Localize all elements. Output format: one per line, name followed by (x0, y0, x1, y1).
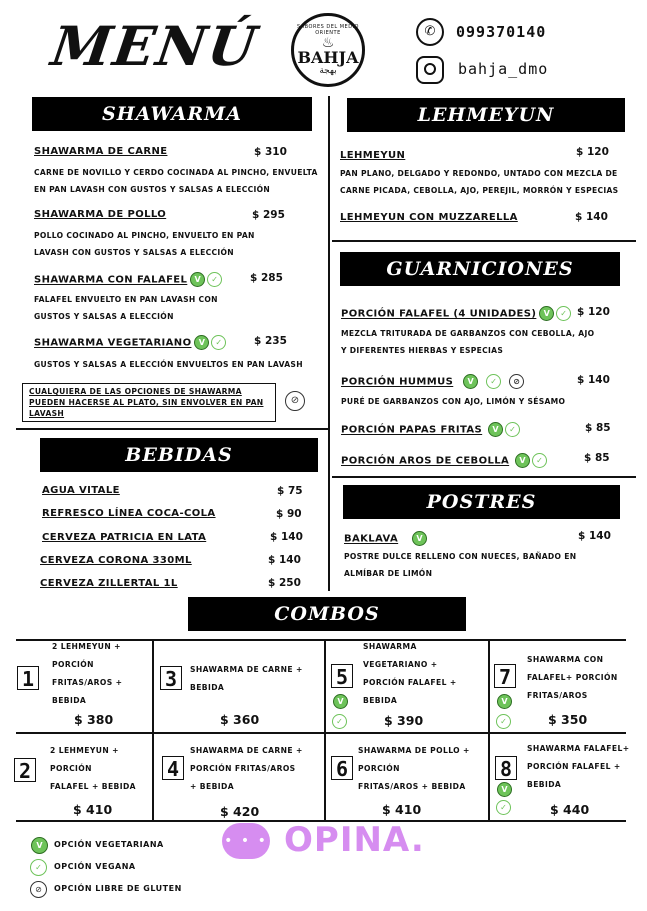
item-porcion-hummus-label: PORCIÓN HUMMUS (341, 376, 454, 388)
vegan-icon: ✓ (30, 859, 47, 876)
vegetarian-icon: V (488, 422, 503, 437)
vegan-icon: ✓ (207, 272, 222, 287)
price-shawarma-carne: $ 310 (254, 146, 287, 158)
item-shawarma-falafel-label: SHAWARMA CON FALAFEL (34, 274, 188, 286)
combo-line: FALAFEL+ PORCIÓN (527, 673, 618, 682)
combo-line: PORCIÓN FRITAS/AROS (190, 764, 296, 773)
desc-shawarma-carne: CARNE DE NOVILLO Y CERDO COCINADA AL PINCHO, ENVUELTA EN PAN LAVASH CON GUSTOS Y SALSAS A ELECCIÓN (34, 168, 318, 194)
bahja-logo (291, 13, 365, 87)
item-cerveza-patricia: CERVEZA PATRICIA EN LATA (42, 532, 207, 543)
price-shawarma-vegetariano: $ 235 (254, 335, 287, 347)
combo-line: 2 LEHMEYUN + (50, 746, 119, 755)
combo-line: FRITAS/AROS + BEBIDA (358, 782, 466, 791)
combo-line: FRITAS/AROS + (52, 678, 123, 687)
item-aros-cebolla (341, 453, 547, 468)
combo-6-desc (358, 742, 488, 796)
combo-line: PORCIÓN (52, 660, 94, 669)
combo-number: 5 (331, 664, 353, 688)
whatsapp-icon: ✆ (416, 18, 444, 46)
desc-shawarma-falafel: FALAFEL ENVUELTO EN PAN LAVASH CON GUSTOS Y SALSAS A ELECCIÓN (34, 295, 218, 321)
logo-name: BAHJA (297, 48, 359, 67)
combo-6-price: $ 410 (382, 802, 422, 817)
opina-watermark: OPINA. (284, 820, 425, 860)
desc-porcion-hummus: PURÉ DE GARBANZOS CON AJO, LIMÓN Y SÉSAMO (341, 397, 566, 406)
vegan-icon: ✓ (556, 306, 571, 321)
gluten-free-icon: ⊘ (509, 374, 524, 389)
item-shawarma-carne: SHAWARMA DE CARNE (34, 146, 168, 157)
item-lehmeyun: LEHMEYUN (340, 150, 406, 161)
combo-3-price: $ 360 (220, 712, 260, 727)
combo-number: 4 (162, 756, 184, 780)
vegetarian-icon: V (190, 272, 205, 287)
combo-line: SHAWARMA DE CARNE + (190, 746, 303, 755)
combo-1-price: $ 380 (74, 712, 114, 727)
instagram-icon (416, 56, 444, 84)
combo-2-desc (50, 742, 150, 796)
price-cerveza-patricia: $ 140 (270, 531, 303, 543)
combo-line: SHAWARMA FALAFEL+ (527, 744, 630, 753)
price-aros-cebolla: $ 85 (584, 452, 610, 464)
combos-col-divider (152, 639, 154, 822)
phone-number: 099370140 (456, 23, 547, 41)
item-baklava (344, 531, 427, 546)
desc-baklava: POSTRE DULCE RELLENO CON NUECES, BAÑADO EN ALMÍBAR DE LIMÓN (344, 552, 577, 578)
speech-bubble-icon: • • • (222, 823, 270, 859)
combo-line: PORCIÓN (358, 764, 400, 773)
item-papas-fritas (341, 422, 520, 437)
combos-middle-line (16, 732, 626, 734)
desc-lehmeyun: PAN PLANO, DELGADO Y REDONDO, UNTADO CON MEZCLA DE CARNE PICADA, CEBOLLA, AJO, PEREJIL, MORRÓN Y ESPECIAS (340, 169, 619, 195)
price-baklava: $ 140 (578, 530, 611, 542)
legend-vegetarian: OPCIÓN VEGETARIANA (54, 840, 164, 849)
vegetarian-icon: V (539, 306, 554, 321)
item-cerveza-zillertal: CERVEZA ZILLERTAL 1L (40, 578, 178, 589)
combos-col-divider (488, 639, 490, 822)
item-shawarma-vegetariano (34, 335, 226, 350)
combo-8-price: $ 440 (550, 802, 590, 817)
price-cerveza-zillertal: $ 250 (268, 577, 301, 589)
vegetarian-icon: V (515, 453, 530, 468)
combo-5-desc (363, 638, 487, 710)
desc-shawarma-vegetariano: GUSTOS Y SALSAS A ELECCIÓN ENVUELTOS EN PAN LAVASH (34, 360, 303, 369)
combo-number: 8 (495, 756, 517, 780)
combo-line: PORCIÓN FALAFEL + (363, 678, 457, 687)
item-shawarma-pollo: SHAWARMA DE POLLO (34, 209, 167, 220)
price-shawarma-pollo: $ 295 (252, 209, 285, 221)
vegetarian-icon: V (194, 335, 209, 350)
price-cerveza-corona: $ 140 (268, 554, 301, 566)
combo-number: 1 (17, 666, 39, 690)
price-refresco: $ 90 (276, 508, 302, 520)
section-header-combos: COMBOS (188, 597, 466, 631)
logo-arabic: بهجة (319, 66, 337, 76)
divider-lehmeyun-guarniciones (332, 240, 636, 242)
item-lehmeyun-muzzarella: LEHMEYUN CON MUZZARELLA (340, 212, 518, 223)
item-porcion-hummus (341, 374, 524, 389)
combo-1-desc (52, 638, 150, 710)
vegan-icon: ✓ (532, 453, 547, 468)
menu-title: MENÚ (47, 14, 262, 78)
combo-line: SHAWARMA DE POLLO + (358, 746, 470, 755)
pot-icon: ♨ (321, 35, 335, 51)
shawarma-plate-note: CUALQUIERA DE LAS OPCIONES DE SHAWARMA PUEDEN HACERSE AL PLATO, SIN ENVOLVER EN PAN LAVASH (22, 383, 276, 422)
combo-line: BEBIDA (190, 683, 225, 692)
combo-line: SHAWARMA (363, 642, 417, 651)
combo-line: 2 LEHMEYUN + (52, 642, 121, 651)
vegetarian-icon: V (463, 374, 478, 389)
section-header-guarniciones: GUARNICIONES (340, 252, 620, 286)
vegan-icon: ✓ (211, 335, 226, 350)
instagram-handle: bahja_dmo (458, 60, 549, 78)
section-header-lehmeyun: LEHMEYUN (347, 98, 625, 132)
vegetarian-icon: V (412, 531, 427, 546)
combo-line: SHAWARMA CON (527, 655, 604, 664)
section-header-shawarma: SHAWARMA (32, 97, 312, 131)
combo-5-price: $ 390 (384, 713, 424, 728)
item-shawarma-vegetariano-label: SHAWARMA VEGETARIANO (34, 337, 192, 349)
legend-vegan: OPCIÓN VEGANA (54, 862, 136, 871)
item-papas-fritas-label: PORCIÓN PAPAS FRITAS (341, 424, 483, 436)
price-shawarma-falafel: $ 285 (250, 272, 283, 284)
vegetarian-icon: V (497, 782, 512, 797)
item-agua-vitale: AGUA VITALE (42, 485, 120, 496)
logo-tagline: SABORES DEL MEDIO ORIENTE (297, 24, 359, 36)
item-porcion-falafel-label: PORCIÓN FALAFEL (4 UNIDADES) (341, 308, 537, 320)
price-agua-vitale: $ 75 (277, 485, 303, 497)
item-cerveza-corona: CERVEZA CORONA 330ML (40, 555, 192, 566)
item-aros-cebolla-label: PORCIÓN AROS DE CEBOLLA (341, 455, 510, 467)
combo-line: VEGETARIANO + (363, 660, 438, 669)
combo-line: FALAFEL + BEBIDA (50, 782, 136, 791)
combo-7-desc (527, 651, 627, 705)
item-baklava-label: BAKLAVA (344, 533, 399, 545)
combo-line: PORCIÓN FALAFEL + (527, 762, 621, 771)
desc-shawarma-pollo: POLLO COCINADO AL PINCHO, ENVUELTO EN PAN LAVASH CON GUSTOS Y SALSAS A ELECCIÓN (34, 231, 255, 257)
vegan-icon: ✓ (496, 800, 511, 815)
combo-line: PORCIÓN (50, 764, 92, 773)
gluten-free-icon: ⊘ (30, 881, 47, 898)
desc-porcion-falafel: MEZCLA TRITURADA DE GARBANZOS CON CEBOLLA, AJO Y DIFERENTES HIERBAS Y ESPECIAS (341, 329, 595, 355)
section-header-postres: POSTRES (343, 485, 620, 519)
divider-shawarma-bebidas (16, 428, 328, 430)
combos-col-divider (324, 639, 326, 822)
combo-7-price: $ 350 (548, 712, 588, 727)
legend-gluten-free: OPCIÓN LIBRE DE GLUTEN (54, 884, 182, 893)
price-lehmeyun-muzzarella: $ 140 (575, 211, 608, 223)
vegan-icon: ✓ (505, 422, 520, 437)
combo-line: + BEBIDA (190, 782, 234, 791)
vegan-icon: ✓ (486, 374, 501, 389)
price-porcion-falafel: $ 120 (577, 306, 610, 318)
price-papas-fritas: $ 85 (585, 422, 611, 434)
divider-guarniciones-postres (332, 476, 636, 478)
combo-line: FRITAS/AROS (527, 691, 588, 700)
price-lehmeyun: $ 120 (576, 146, 609, 158)
combo-line: BEBIDA (363, 696, 398, 705)
section-header-bebidas: BEBIDAS (40, 438, 318, 472)
vegan-icon: ✓ (496, 714, 511, 729)
combo-number: 7 (494, 664, 516, 688)
vegan-icon: ✓ (332, 714, 347, 729)
vegetarian-icon: V (31, 837, 48, 854)
combo-4-desc (190, 742, 324, 796)
combo-number: 6 (331, 756, 353, 780)
combo-line: BEBIDA (52, 696, 87, 705)
combo-number: 3 (160, 666, 182, 690)
combo-3-desc (190, 661, 322, 697)
item-shawarma-falafel (34, 272, 222, 287)
price-porcion-hummus: $ 140 (577, 374, 610, 386)
vegetarian-icon: V (333, 694, 348, 709)
combo-line: BEBIDA (527, 780, 562, 789)
item-porcion-falafel (341, 306, 571, 321)
vegetarian-icon: V (497, 694, 512, 709)
combo-2-price: $ 410 (73, 802, 113, 817)
gluten-free-icon: ⊘ (285, 391, 305, 411)
combo-number: 2 (14, 758, 36, 782)
item-refresco: REFRESCO LÍNEA COCA-COLA (42, 508, 216, 519)
combo-line: SHAWARMA DE CARNE + (190, 665, 303, 674)
combo-4-price: $ 420 (220, 804, 260, 819)
combo-8-desc (527, 740, 645, 794)
